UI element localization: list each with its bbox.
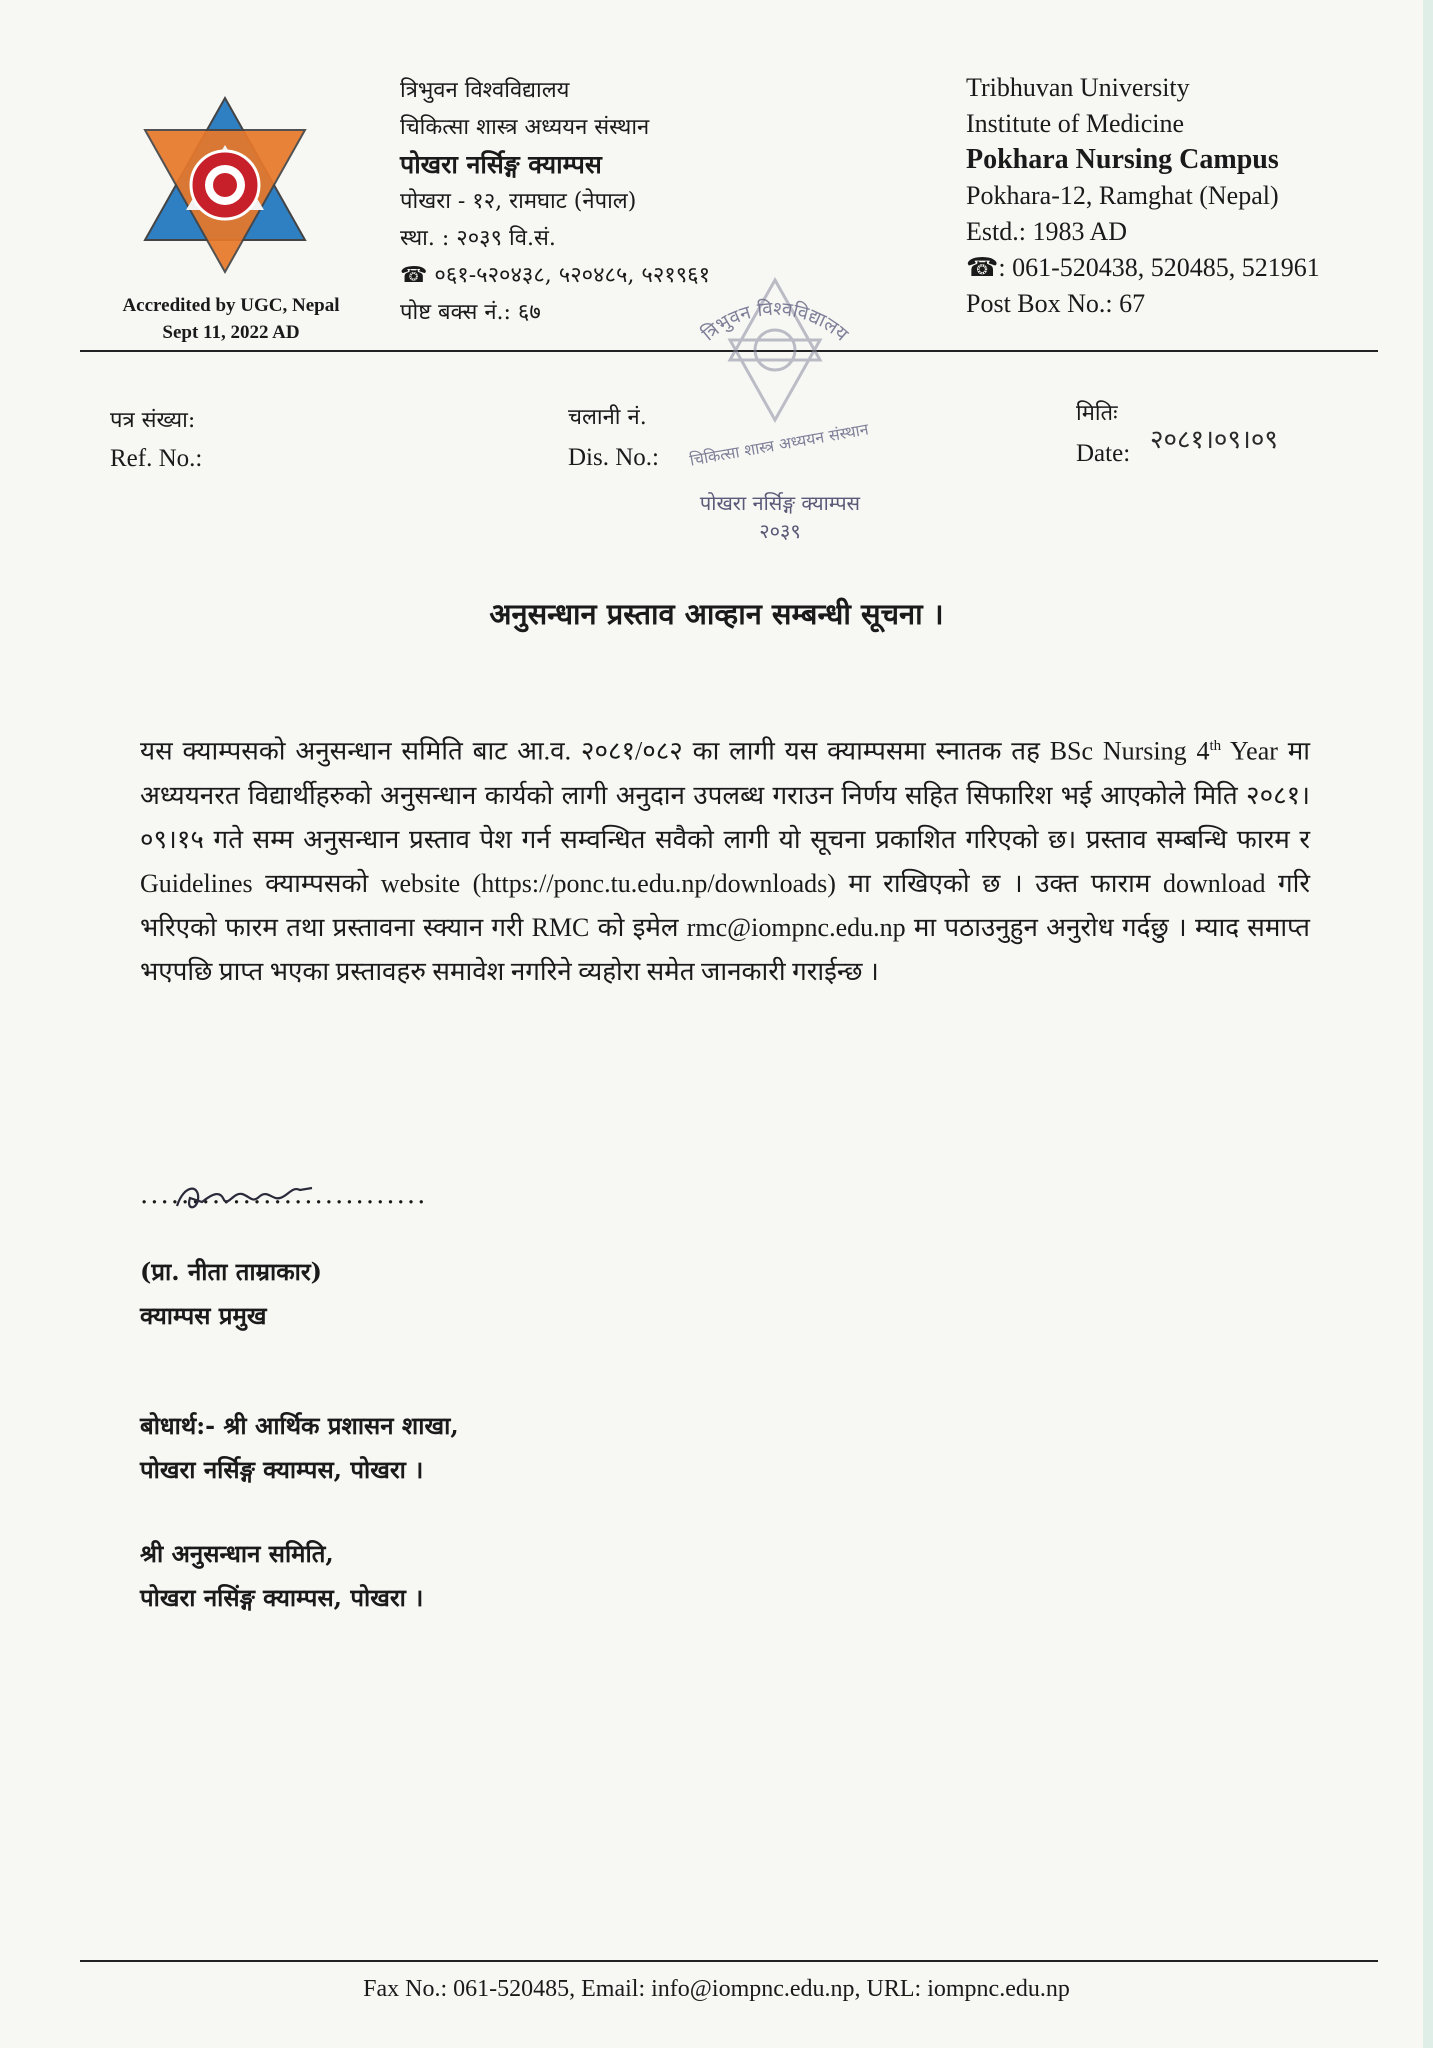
notice-body: [140, 724, 1310, 994]
seal-text-top: त्रिभुवन विश्वविद्यालय: [697, 297, 853, 346]
body-superscript: th: [1209, 738, 1222, 754]
cc-line-1: बोधार्थ:- श्री आर्थिक प्रशासन शाखा,: [140, 1411, 459, 1440]
signatory-name: (प्रा. नीता ताम्राकार): [140, 1257, 323, 1286]
university-name-en: Tribhuvan University: [966, 73, 1190, 102]
ref-label-np: पत्र संख्या:: [110, 408, 196, 433]
cc-line-4: पोखरा नसिंङ्ग क्याम्पस, पोखरा ।: [140, 1583, 424, 1612]
date-label-np: मितिः: [1076, 401, 1118, 426]
letterhead-english: [966, 70, 1320, 322]
address-en: Pokhara-12, Ramghat (Nepal): [966, 181, 1279, 210]
phone-icon: ☎: [400, 263, 428, 288]
accreditation-note: [96, 292, 366, 346]
phone-numbers-np: ०६१-५२०४३८, ५२०४८५, ५२१९६१: [434, 263, 711, 288]
cc-line-3: श्री अनुसन्धान समिति,: [140, 1539, 334, 1568]
phone-icon: ☎: [966, 253, 999, 282]
signatory-title: क्याम्पस प्रमुख: [140, 1301, 267, 1330]
university-name-np: त्रिभुवन विश्वविद्यालय: [400, 78, 570, 103]
accreditation-line1: Accredited by UGC, Nepal: [122, 295, 340, 316]
scan-edge: [1423, 0, 1433, 2048]
campus-name-en: Pokhara Nursing Campus: [966, 144, 1279, 175]
phone-en: [966, 250, 1320, 286]
seal-text-bottom: पोखरा नर्सिङ्ग क्याम्पस: [699, 491, 861, 515]
dispatch-label-np: चलानी नं.: [568, 405, 647, 430]
footer-divider: [80, 1960, 1378, 1962]
po-box-en: Post Box No.: 67: [966, 289, 1146, 318]
po-box-np: पोष्ट बक्स नं.: ६७: [400, 300, 541, 325]
campus-seal-stamp-icon: [640, 260, 910, 560]
tribhuvan-university-logo-icon: [140, 90, 310, 280]
seal-year: २०३९: [759, 519, 801, 543]
ref-label-en: Ref. No.:: [110, 445, 203, 472]
footer-contact: Fax No.: 061-520485, Email: info@iompnc.edu.np, URL: iompnc.edu.np: [363, 1976, 1070, 2002]
institute-name-np: चिकित्सा शास्त्र अध्ययन संस्थान: [400, 115, 650, 140]
notice-subject: अनुसन्धान प्रस्ताव आव्हान सम्बन्धी सूचना ।: [489, 597, 944, 631]
date-value: २०८१।०९।०९: [1150, 425, 1278, 454]
signatory-block: [140, 1250, 322, 1338]
phone-numbers-en: : 061-520438, 520485, 521961: [998, 253, 1320, 282]
cc-finance-section: [140, 1404, 459, 1492]
established-np: स्था. : २०३९ वि.सं.: [400, 226, 556, 251]
campus-name-np: पोखरा नर्सिङ्ग क्याम्पस: [400, 150, 602, 179]
date-label-en: Date:: [1076, 440, 1131, 467]
institute-name-en: Institute of Medicine: [966, 109, 1185, 138]
date-block: [1076, 394, 1130, 474]
cc-line-2: पोखरा नर्सिङ्ग क्याम्पस, पोखरा ।: [140, 1455, 424, 1484]
body-part-1: यस क्याम्पसको अनुसन्धान समिति बाट आ.व. २०८१/०८२ का लागी यस क्याम्पसमा स्नातक तह BSc Nursing 4: [140, 736, 1210, 766]
handwritten-signature-icon: [172, 1176, 322, 1218]
accreditation-line2: Sept 11, 2022 AD: [162, 322, 300, 343]
cc-research-committee: [140, 1532, 423, 1620]
body-part-2: Year मा अध्ययनरत विद्यार्थीहरुको अनुसन्धान कार्यको लागी अनुदान उपलब्ध गराउन निर्णय सहित सिफारिश भई आएकोले मिति २०८१।०९।१५ गते सम्म अनुसन्धान प्रस्ताव पेश गर्न सम्वन्धित सवैको लागी यो सूचना प्रकाशित गरिएको छ। प्रस्ताव सम्बन्धि फारम र Guidelines क्याम्पसको website (https://ponc.tu.edu.np/downloads) मा राखिएको छ । उक्त फाराम download गरि भरिएको फारम तथा प्रस्तावना स्क्यान गरी RMC को इमेल rmc@iompnc.edu.np मा पठाउनुहुन अनुरोध गर्दछु । म्याद समाप्त भएपछि प्राप्त भएका प्रस्तावहरु समावेश नगरिने व्यहोरा समेत जानकारी गराईन्छ ।: [140, 736, 1310, 986]
signature-dots: ............................: [140, 1180, 428, 1210]
established-en: Estd.: 1983 AD: [966, 217, 1128, 246]
ref-number-block: [110, 402, 202, 478]
dispatch-label-en: Dis. No.:: [568, 444, 659, 471]
seal-text-mid: चिकित्सा शास्त्र अध्ययन संस्थान: [688, 419, 870, 470]
address-np: पोखरा - १२, रामघाट (नेपाल): [400, 189, 637, 214]
